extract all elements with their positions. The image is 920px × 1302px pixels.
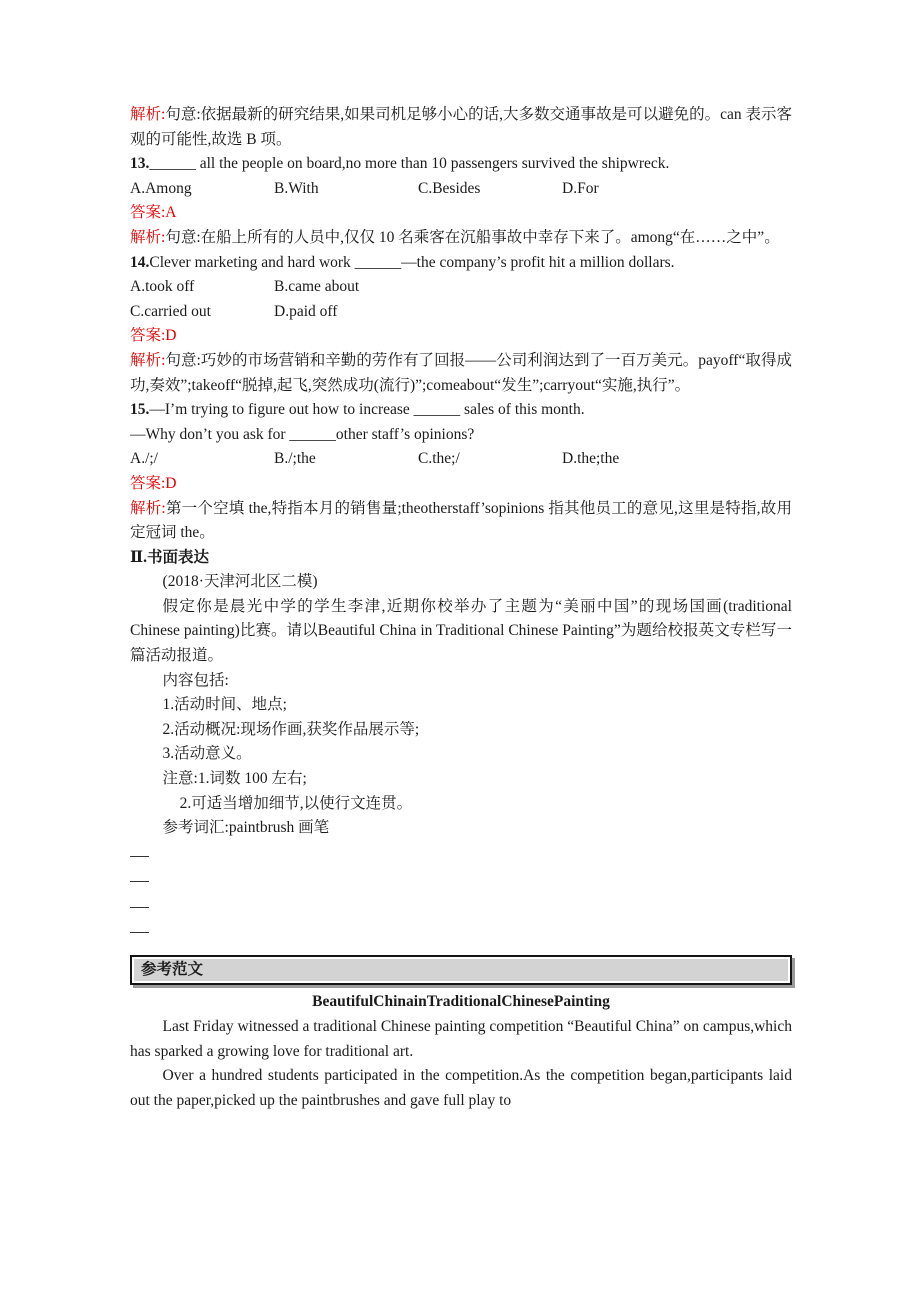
explanation-text: 句意:在船上所有的人员中,仅仅 10 名乘客在沉船事故中幸存下来了。among“在……之中”。 [165,228,780,246]
options-row [130,177,792,202]
option-item: D.the;the [562,450,620,468]
answer-blank-rule [130,867,149,882]
option-item: C.Besides [418,179,481,197]
blank-answer-line [130,866,792,892]
question-line [130,398,792,423]
question-line [130,251,792,276]
question-text: —I’m trying to figure out how to increase ______ sales of this month. [149,401,585,419]
paragraph: 3.活动意义。 [162,745,252,763]
paragraph: 参考词汇:paintbrush 画笔 [162,819,330,837]
explanation-line [130,226,792,251]
question-number: 14. [130,253,150,271]
question-text: Clever marketing and hard work ______—the company’s profit hit a million dollars. [149,253,675,271]
reference-answer-box: 参考范文 [130,955,792,986]
option-item: D.For [562,179,599,197]
explanation-text: 句意:巧妙的市场营销和辛勤的劳作有了回报——公司利润达到了一百万美元。payoff“取得成功,奏效”;takeoff“脱掉,起飞,突然成功(流行)”;comeabout“发生”;carryout“实施,执行”。 [130,351,792,394]
paragraph: 内容包括: [162,671,229,689]
option-item: A./;/ [130,450,158,468]
explanation-text: 第一个空填 the,特指本月的销售量;theotherstaff’sopinions 指其他员工的意见,这里是特指,故用定冠词 the。 [130,499,792,542]
blank-answer-line [130,917,792,943]
paragraph: 2.可适当增加细节,以使行文连贯。 [179,794,413,812]
document-body [130,103,792,1113]
answer-blank-rule [130,893,149,908]
essay-paragraph: Last Friday witnessed a traditional Chinese painting competition “Beautiful China” on campus,which has sparked a growing love for traditional art. [130,1018,792,1060]
answer-line: 答案:A [130,204,177,222]
essay-paragraph: Over a hundred students participated in the competition.As the competition began,participants laid out the paper,picked up the paintbrushes and gave full play to [130,1067,792,1109]
explain-label: 解析: [130,351,166,369]
paragraph: (2018·天津河北区二模) [162,573,318,591]
explanation-line [130,497,792,546]
options-row [130,447,792,472]
options-row [130,275,792,300]
question-text: ______ all the people on board,no more than 10 passengers survived the shipwreck. [149,155,670,173]
paragraph: 注意:1.词数 100 左右; [162,770,307,788]
section-heading: Ⅱ.书面表达 [130,548,209,566]
blank-answer-line [130,841,792,867]
paragraph: 假定你是晨光中学的学生李津,近期你校举办了主题为“美丽中国”的现场国画(traditional Chinese painting)比赛。请以Beautiful China in Traditional Chinese Painting”为题给校报英文专栏写一篇活动报道。 [130,597,792,665]
explanation-line [130,349,792,398]
option-item: B.came about [274,278,360,296]
option-item: B.With [274,179,319,197]
option-item: B./;the [274,450,316,468]
answer-blank-rule [130,842,149,857]
option-item: C.carried out [130,302,211,320]
explain-label: 解析: [130,106,166,123]
option-item: D.paid off [274,302,338,320]
explanation-line [130,103,792,152]
explanation-text: 句意:依据最新的研究结果,如果司机足够小心的话,大多数交通事故是可以避免的。can 表示客观的可能性,故选 B 项。 [130,106,792,148]
essay-title: BeautifulChinainTraditionalChinesePainting [312,993,610,1011]
options-row [130,300,792,325]
option-item: A.took off [130,278,195,296]
blank-answer-line [130,892,792,918]
dialogue-line: —Why don’t you ask for ______other staff’s opinions? [130,425,475,443]
answer-line: 答案:D [130,327,177,345]
question-number: 15. [130,401,150,419]
paragraph: 1.活动时间、地点; [162,696,287,714]
option-item: A.Among [130,179,192,197]
explain-label: 解析: [130,499,166,517]
paragraph: 2.活动概况:现场作画,获奖作品展示等; [162,720,420,738]
option-item: C.the;/ [418,450,460,468]
answer-blank-rule [130,918,149,933]
question-line [130,152,792,177]
question-number: 13. [130,155,150,173]
answer-line: 答案:D [130,474,177,492]
explain-label: 解析: [130,228,166,246]
